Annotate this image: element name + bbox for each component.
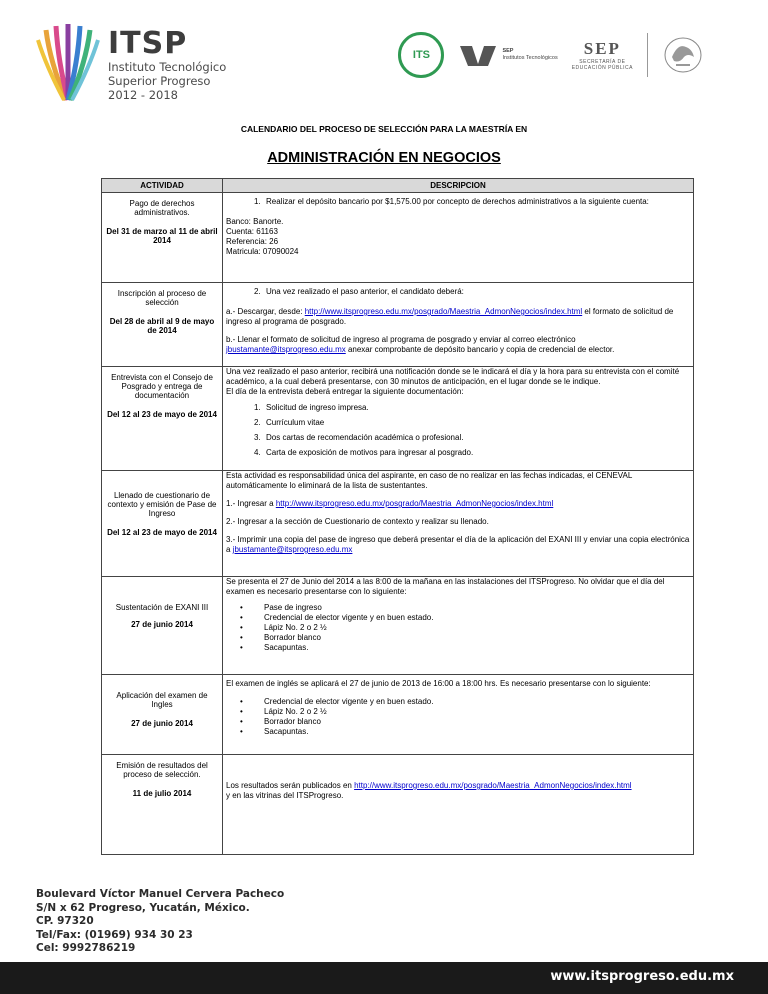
email-link[interactable]: jbustamante@itsprogreso.edu.mx	[226, 345, 346, 354]
list-item-text: Sacapuntas.	[264, 727, 309, 736]
item-number: 2.	[254, 418, 261, 427]
list-item-text: Credencial de elector vigente y en buen estado.	[264, 697, 434, 706]
bullet-icon: •	[240, 633, 243, 642]
bullet-icon: •	[240, 727, 243, 736]
page-title: ADMINISTRACIÓN EN NEGOCIOS	[267, 150, 501, 166]
activity-label: Llenado de cuestionario de contexto y emisión de Pase de Ingreso	[107, 491, 217, 518]
activity-date: 11 de julio 2014	[132, 789, 192, 798]
interview-intro: El día de la entrevista deberá entregar la siguiente documentación:	[226, 387, 464, 396]
list-item-text: Credencial de elector vigente y en buen estado.	[264, 613, 434, 622]
description-cell	[223, 367, 694, 471]
exani-intro: Se presenta el 27 de Junio del 2014 a las 8:00 de la mañana en las instalaciones del ITSProgreso. No olvidar que el día del examen es necesario presentarse con lo siguiente:	[226, 577, 665, 596]
activity-cell	[102, 675, 223, 755]
description-cell	[223, 577, 694, 675]
list-item-text: Borrador blanco	[264, 717, 321, 726]
list-item	[240, 613, 691, 623]
bullet-list	[240, 697, 691, 737]
list-item	[240, 623, 691, 633]
activity-cell	[102, 193, 223, 283]
list-item	[240, 603, 691, 613]
activity-label: Inscripción al proceso de selección	[117, 289, 207, 307]
table-row	[102, 193, 694, 283]
bullet-icon: •	[240, 717, 243, 726]
activity-cell	[102, 577, 223, 675]
activity-date: 27 de junio 2014	[131, 620, 193, 629]
activity-date: Del 31 de marzo al 11 de abril 2014	[106, 227, 218, 245]
step-text: Realizar el depósito bancario por $1,575.00 por concepto de derechos administrativos a la siguiente cuenta:	[266, 197, 649, 206]
list-item	[240, 727, 691, 737]
address-line: Boulevard Víctor Manuel Cervera Pacheco	[36, 888, 285, 900]
activity-label: Entrevista con el Consejo de Posgrado y entrega de documentación	[111, 373, 213, 400]
results-text: Los resultados serán publicados en	[226, 781, 355, 790]
sep-tecnologicos-logo	[458, 42, 557, 68]
list-item-text: Lápiz No. 2 o 2 ½	[264, 623, 327, 632]
bank-line: Referencia: 26	[226, 237, 279, 246]
logo-line: Superior Progreso	[108, 74, 211, 88]
description-cell	[223, 675, 694, 755]
address-line: Cel: 9992786219	[36, 942, 136, 954]
address-line: S/N x 62 Progreso, Yucatán, México.	[36, 901, 250, 914]
activity-label: Aplicación del examen de Ingles	[116, 691, 208, 709]
address-line: Tel/Fax: (01969) 934 30 23	[36, 928, 193, 941]
bullet-icon: •	[240, 603, 243, 612]
item-text: Carta de exposición de motivos para ingresar al posgrado.	[266, 448, 474, 457]
divider	[647, 33, 648, 77]
sep-inst-line: Institutos Tecnológicos	[502, 55, 558, 61]
logo-line: Instituto Tecnológico	[108, 60, 227, 74]
step-a-text: el formato de solicitud de ingreso al programa de posgrado.	[226, 307, 674, 326]
activity-date: Del 28 de abril al 9 de mayo de 2014	[109, 317, 215, 335]
item-text: Dos cartas de recomendación académica o profesional.	[266, 433, 464, 442]
calendar-title: CALENDARIO DEL PROCESO DE SELECCIÓN PARA LA MAESTRÍA EN	[240, 124, 528, 134]
list-item	[240, 717, 691, 727]
bullet-list	[240, 603, 691, 653]
its-badge-logo	[398, 32, 444, 78]
description-cell	[223, 755, 694, 855]
ceneval-intro: Esta actividad es responsabilidad única del aspirante, en caso de no realizar en las fechas indicadas, el CENEVAL automáticamente lo eliminará de la lista de sustentantes.	[226, 471, 633, 490]
description-cell	[223, 283, 694, 367]
step-number: 1.	[254, 197, 261, 206]
sep-logo	[572, 39, 633, 71]
step-text: 1.- Ingresar a	[226, 499, 276, 508]
step-text: Una vez realizado el paso anterior, el candidato deberá:	[266, 287, 464, 296]
table-header-row	[102, 179, 694, 193]
activity-date: Del 12 al 23 de mayo de 2014	[107, 528, 217, 537]
item-text: Solicitud de ingreso impresa.	[266, 403, 369, 412]
item-number: 1.	[254, 403, 261, 412]
item-number: 4.	[254, 448, 261, 457]
activity-date: 27 de junio 2014	[131, 719, 193, 728]
bullet-icon: •	[240, 613, 243, 622]
item-number: 3.	[254, 433, 261, 442]
bullet-icon: •	[240, 643, 243, 652]
program-link[interactable]: http://www.itsprogreso.edu.mx/posgrado/Maestria_AdmonNegocios/index.html	[275, 499, 554, 508]
table-row	[102, 283, 694, 367]
program-link[interactable]: http://www.itsprogreso.edu.mx/posgrado/Maestria_AdmonNegocios/index.html	[354, 781, 632, 790]
table-row	[102, 755, 694, 855]
table-row	[102, 471, 694, 577]
description-cell	[223, 193, 694, 283]
item-text: Currículum vitae	[266, 418, 325, 427]
column-header-description: DESCRIPCION	[223, 179, 694, 193]
sep-inst-line: SEP	[502, 48, 514, 54]
list-item	[240, 633, 691, 643]
english-exam-intro: El examen de inglés se aplicará el 27 de junio de 2013 de 16:00 a 18:00 hrs. Es necesario presentarse con lo siguiente:	[226, 679, 651, 688]
table-row	[102, 367, 694, 471]
address-block	[36, 888, 284, 956]
interview-intro: Una vez realizado el paso anterior, recibirá una notificación donde se le indicará el día y la hora para su entrevista con el comité académico, a la cual deberá presentarse, con 30 minutos de anticipación, en el lugar donde se le indique.	[226, 367, 680, 386]
footer-bar	[0, 962, 768, 994]
logo-acronym: ITSP	[108, 26, 188, 61]
list-item-text: Lápiz No. 2 o 2 ½	[264, 707, 327, 716]
program-link[interactable]: http://www.itsprogreso.edu.mx/posgrado/Maestria_AdmonNegocios/index.html	[304, 307, 583, 316]
step-b-text: b.- Llenar el formato de solicitud de ingreso al programa de posgrado y enviar al correo electrónico	[226, 335, 576, 344]
list-item	[240, 643, 691, 653]
step-number: 2.	[254, 287, 261, 296]
bank-line: Matricula: 07090024	[226, 247, 299, 256]
activity-cell	[102, 755, 223, 855]
tecnologicos-mark-icon	[458, 42, 498, 68]
table-row	[102, 577, 694, 675]
footer-url[interactable]: www.itsprogreso.edu.mx	[550, 969, 734, 984]
activity-cell	[102, 367, 223, 471]
activity-cell	[102, 471, 223, 577]
partner-logos	[398, 30, 704, 80]
its-badge-text: ITS	[412, 49, 431, 61]
table-row	[102, 675, 694, 755]
sep-logo-subtitle: SECRETARÍA DE	[579, 59, 626, 65]
activity-label: Pago de derechos administrativos.	[129, 199, 195, 217]
bank-line: Cuenta: 61163	[226, 227, 278, 236]
bullet-icon: •	[240, 697, 243, 706]
logo-line: 2012 - 2018	[108, 88, 178, 102]
list-item-text: Sacapuntas.	[264, 643, 309, 652]
column-header-activity: ACTIVIDAD	[102, 179, 223, 193]
bullet-icon: •	[240, 707, 243, 716]
activity-label: Sustentación de EXANI III	[115, 603, 209, 612]
bullet-icon: •	[240, 623, 243, 632]
bank-line: Banco: Banorte.	[226, 217, 284, 226]
itsp-logo	[36, 22, 256, 112]
list-item	[240, 707, 691, 717]
step-text: 2.- Ingresar a la sección de Cuestionario de contexto y realizar su llenado.	[226, 517, 489, 526]
address-line: CP. 97320	[36, 915, 94, 927]
step-text: 3.- Imprimir una copia del pase de ingreso que deberá presentar el día de la aplicación del EXANI III y enviar una copia electrónica a	[226, 535, 690, 554]
activity-date: Del 12 al 23 de mayo de 2014	[107, 410, 217, 419]
description-cell	[223, 471, 694, 577]
activity-label: Emisión de resultados del proceso de selección.	[116, 761, 208, 779]
activity-cell	[102, 283, 223, 367]
itsp-logo-mark-icon	[36, 22, 100, 104]
sep-logo-text: SEP	[583, 39, 621, 58]
mexico-coat-of-arms-icon	[662, 35, 704, 75]
list-item-text: Pase de ingreso	[264, 603, 322, 612]
results-text: y en las vitrinas del ITSProgreso.	[226, 791, 344, 800]
schedule-table	[101, 178, 694, 855]
list-item-text: Borrador blanco	[264, 633, 321, 642]
sep-logo-subtitle: EDUCACIÓN PÚBLICA	[571, 65, 633, 71]
step-b-text: anexar comprobante de depósito bancario y copia de credencial de elector.	[345, 345, 615, 354]
step-a-text: a.- Descargar, desde:	[226, 307, 305, 316]
email-link[interactable]: jbustamante@itsprogreso.edu.mx	[232, 545, 353, 554]
list-item	[240, 697, 691, 707]
